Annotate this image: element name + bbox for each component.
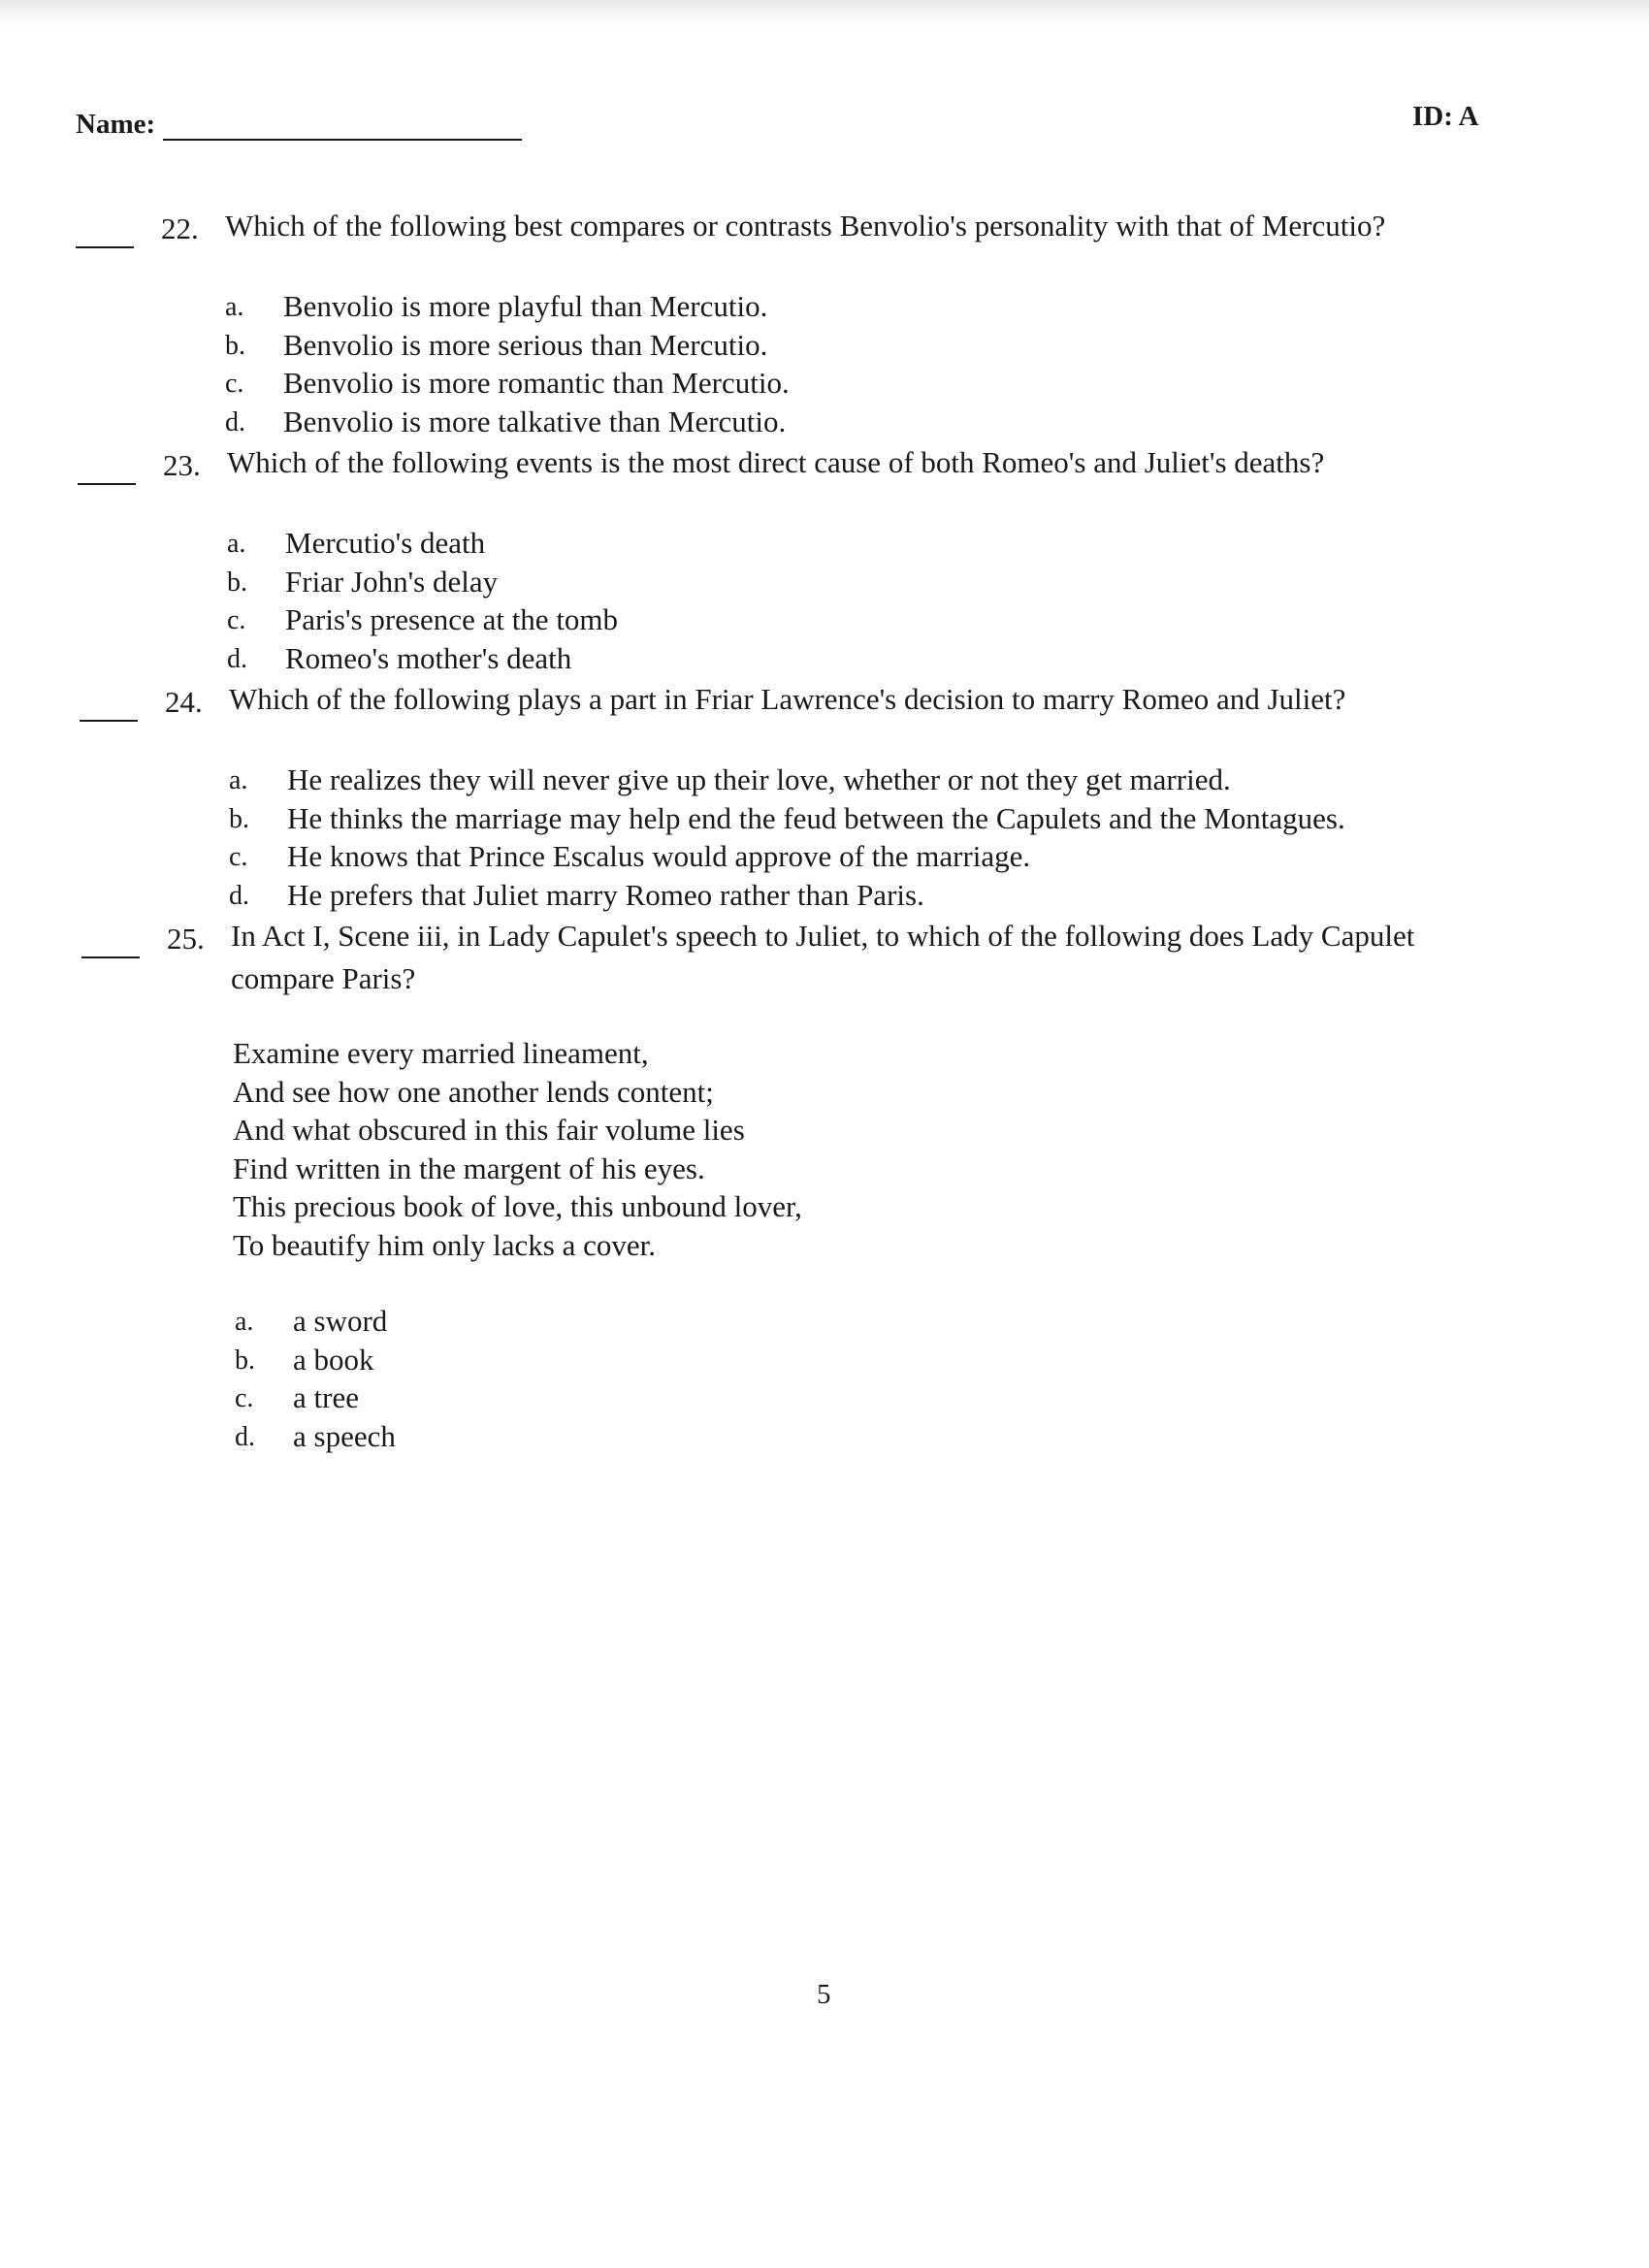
quote-line: And what obscured in this fair volume lies: [233, 1113, 745, 1147]
choice-letter: c.: [227, 605, 246, 635]
answer-blank-24[interactable]: [80, 720, 138, 722]
answer-blank-23[interactable]: [78, 483, 136, 485]
name-label: Name:: [76, 109, 156, 140]
choice-text: He prefers that Juliet marry Romeo rather than Paris.: [287, 877, 924, 912]
choice-letter: d.: [229, 880, 249, 911]
question-number: 24.: [165, 685, 203, 719]
answer-blank-22[interactable]: [76, 246, 134, 248]
choice-letter: d.: [225, 406, 245, 437]
name-field: [76, 109, 522, 141]
question-number: 23.: [163, 448, 201, 482]
page-number: 5: [817, 1979, 831, 2010]
choice-text: a sword: [293, 1304, 388, 1338]
choice-text: Romeo's mother's death: [285, 640, 572, 675]
question-number: 25.: [167, 922, 205, 956]
quote-line: Find written in the margent of his eyes.: [233, 1150, 705, 1185]
choice-letter: a.: [235, 1307, 254, 1337]
choice-letter: d.: [235, 1421, 255, 1452]
choice-letter: b.: [225, 330, 245, 361]
choice-letter: a.: [229, 765, 248, 795]
choice-letter: b.: [229, 803, 249, 834]
question-text: Which of the following plays a part in Friar Lawrence's decision to marry Romeo and Juliet?: [229, 682, 1346, 716]
choice-text: a tree: [293, 1380, 359, 1414]
choice-text: Benvolio is more talkative than Mercutio.: [283, 404, 787, 438]
question-text: Which of the following best compares or contrasts Benvolio's personality with that of Mercutio?: [225, 209, 1386, 243]
choice-text: Benvolio is more playful than Mercutio.: [283, 289, 768, 323]
choice-text: Benvolio is more romantic than Mercutio.: [283, 366, 790, 400]
id-label: ID: A: [1412, 101, 1479, 132]
question-number: 22.: [161, 211, 199, 245]
question-text: Which of the following events is the most direct cause of both Romeo's and Juliet's deaths?: [227, 445, 1325, 479]
quote-block: [233, 1034, 802, 1264]
choice-letter: a.: [225, 292, 244, 322]
choice-text: a book: [293, 1342, 374, 1377]
quote-line: Examine every married lineament,: [233, 1036, 649, 1070]
quote-line: To beautify him only lacks a cover.: [233, 1227, 657, 1262]
choice-text: Benvolio is more serious than Mercutio.: [283, 327, 768, 362]
quote-line: This precious book of love, this unbound lover,: [233, 1189, 802, 1223]
choice-letter: c.: [229, 842, 248, 872]
choice-text: He realizes they will never give up their love, whether or not they get married.: [287, 762, 1231, 796]
answer-blank-25[interactable]: [81, 956, 140, 958]
scan-edge-shadow: [0, 0, 1649, 27]
choice-text: a speech: [293, 1418, 396, 1453]
choice-letter: b.: [227, 567, 247, 598]
question-text-line1: In Act I, Scene iii, in Lady Capulet's speech to Juliet, to which of the following does Lady Capulet: [231, 919, 1415, 953]
choice-letter: b.: [235, 1345, 255, 1376]
choice-letter: a.: [227, 529, 246, 559]
choice-text: He thinks the marriage may help end the feud between the Capulets and the Montagues.: [287, 800, 1345, 835]
choice-text: Paris's presence at the tomb: [285, 602, 619, 636]
choice-letter: d.: [227, 643, 247, 674]
question-text-line2: compare Paris?: [231, 961, 416, 995]
choice-text: Friar John's delay: [285, 564, 499, 599]
name-blank-line[interactable]: [163, 112, 522, 141]
quote-line: And see how one another lends content;: [233, 1074, 714, 1109]
choice-letter: c.: [225, 369, 244, 399]
choice-letter: c.: [235, 1383, 254, 1413]
choice-text: Mercutio's death: [285, 526, 486, 560]
choice-text: He knows that Prince Escalus would approve of the marriage.: [287, 839, 1031, 873]
